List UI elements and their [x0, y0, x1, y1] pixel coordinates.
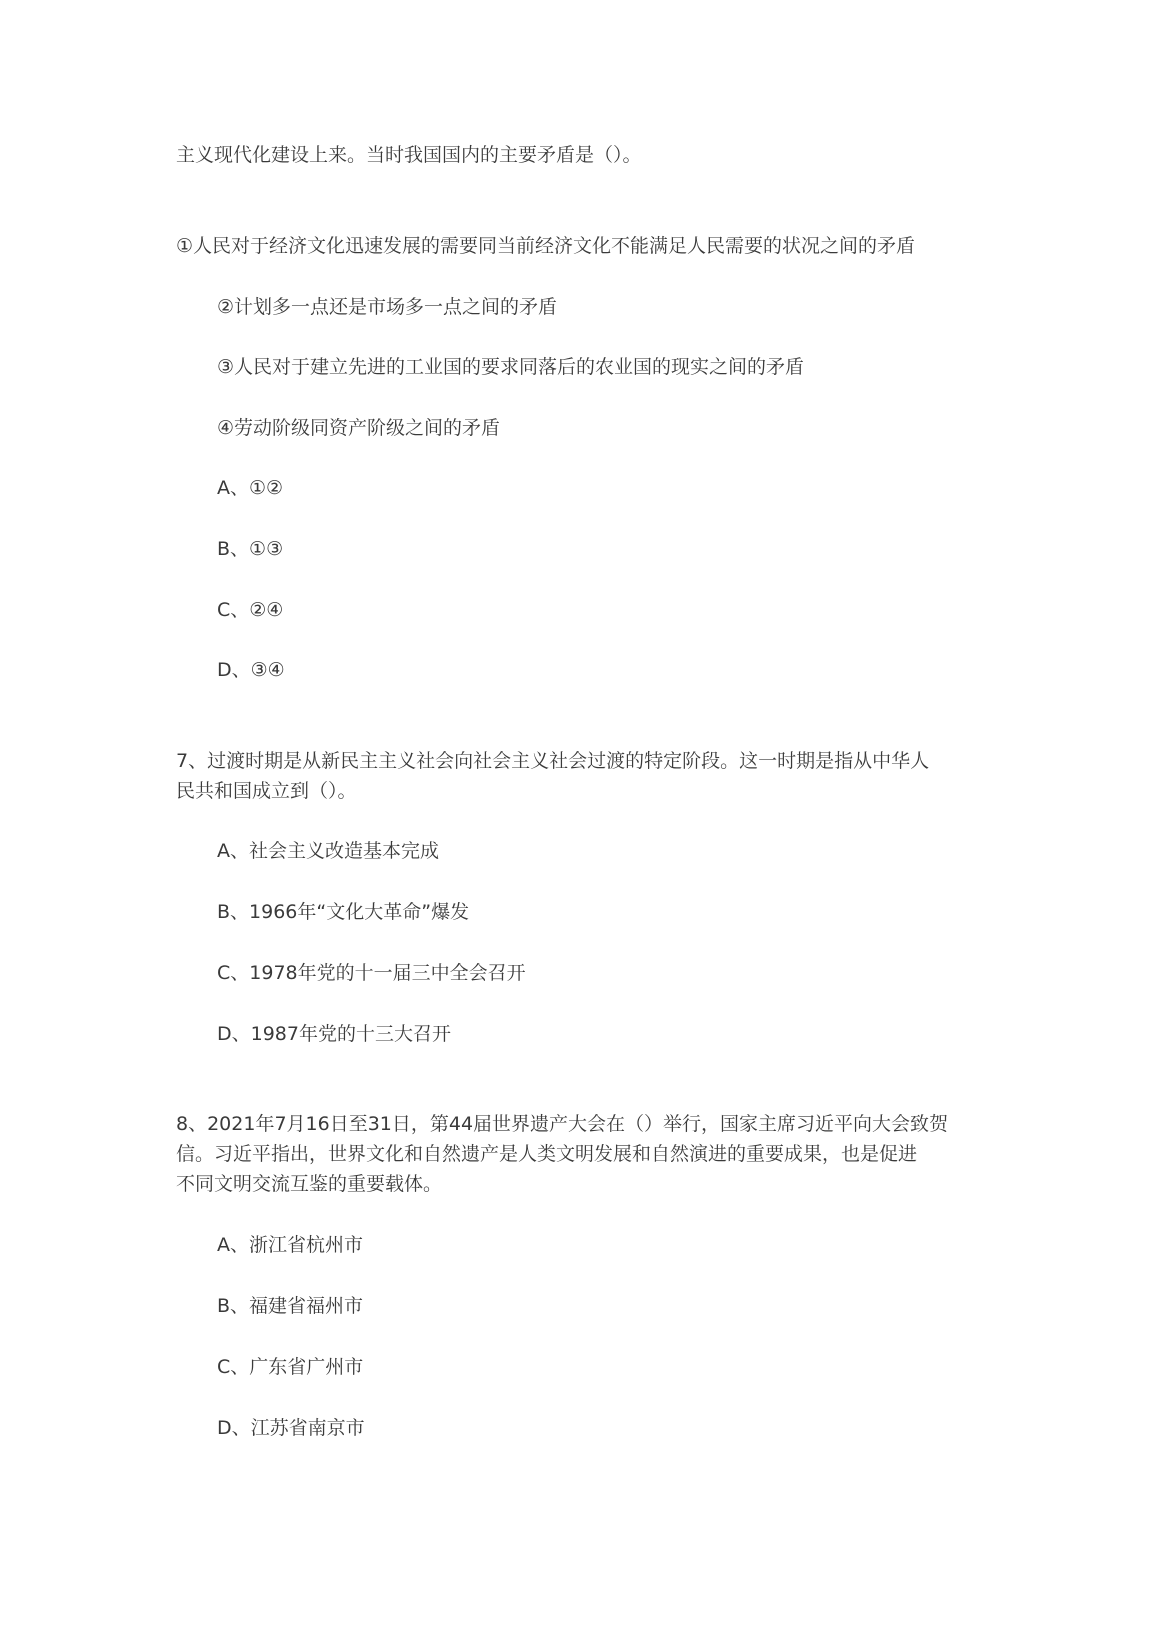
q6-statement-1: ①人民对于经济文化迅速发展的需要同当前经济文化不能满足人民需要的状况之间的矛盾: [176, 235, 916, 257]
q7-option-a: A、社会主义改造基本完成: [217, 840, 439, 862]
q8-stem-line-2: 信。习近平指出，世界文化和自然遗产是人类文明发展和自然演进的重要成果，也是促进: [176, 1143, 918, 1165]
q8-stem-line-3: 不同文明交流互鉴的重要载体。: [176, 1173, 443, 1195]
q6-statement-3: ③人民对于建立先进的工业国的要求同落后的农业国的现实之间的矛盾: [217, 356, 805, 378]
q8-option-c: C、广东省广州市: [217, 1356, 364, 1378]
q6-statement-2: ②计划多一点还是市场多一点之间的矛盾: [217, 296, 558, 318]
q7-option-d: D、1987年党的十三大召开: [217, 1023, 451, 1045]
q6-option-a: A、①②: [217, 477, 284, 499]
q7-stem-line-1: 7、过渡时期是从新民主主义社会向社会主义社会过渡的特定阶段。这一时期是指从中华人: [176, 750, 930, 772]
q7-option-c: C、1978年党的十一届三中全会召开: [217, 962, 526, 984]
q7-stem-line-2: 民共和国成立到（）。: [176, 780, 357, 802]
question-fragment: 主义现代化建设上来。当时我国国内的主要矛盾是（）。: [176, 144, 642, 166]
q6-option-b: B、①③: [217, 538, 284, 560]
q6-option-c: C、②④: [217, 599, 284, 621]
q7-option-b: B、1966年“文化大革命”爆发: [217, 901, 470, 923]
q6-option-d: D、③④: [217, 659, 285, 681]
q8-stem-line-1: 8、2021年7月16日至31日，第44届世界遗产大会在（）举行，国家主席习近平向大会致贺: [176, 1113, 949, 1135]
q8-option-a: A、浙江省杭州市: [217, 1234, 363, 1256]
q8-option-d: D、江苏省南京市: [217, 1417, 365, 1439]
q8-option-b: B、福建省福州市: [217, 1295, 364, 1317]
q6-statement-4: ④劳动阶级同资产阶级之间的矛盾: [217, 417, 501, 439]
